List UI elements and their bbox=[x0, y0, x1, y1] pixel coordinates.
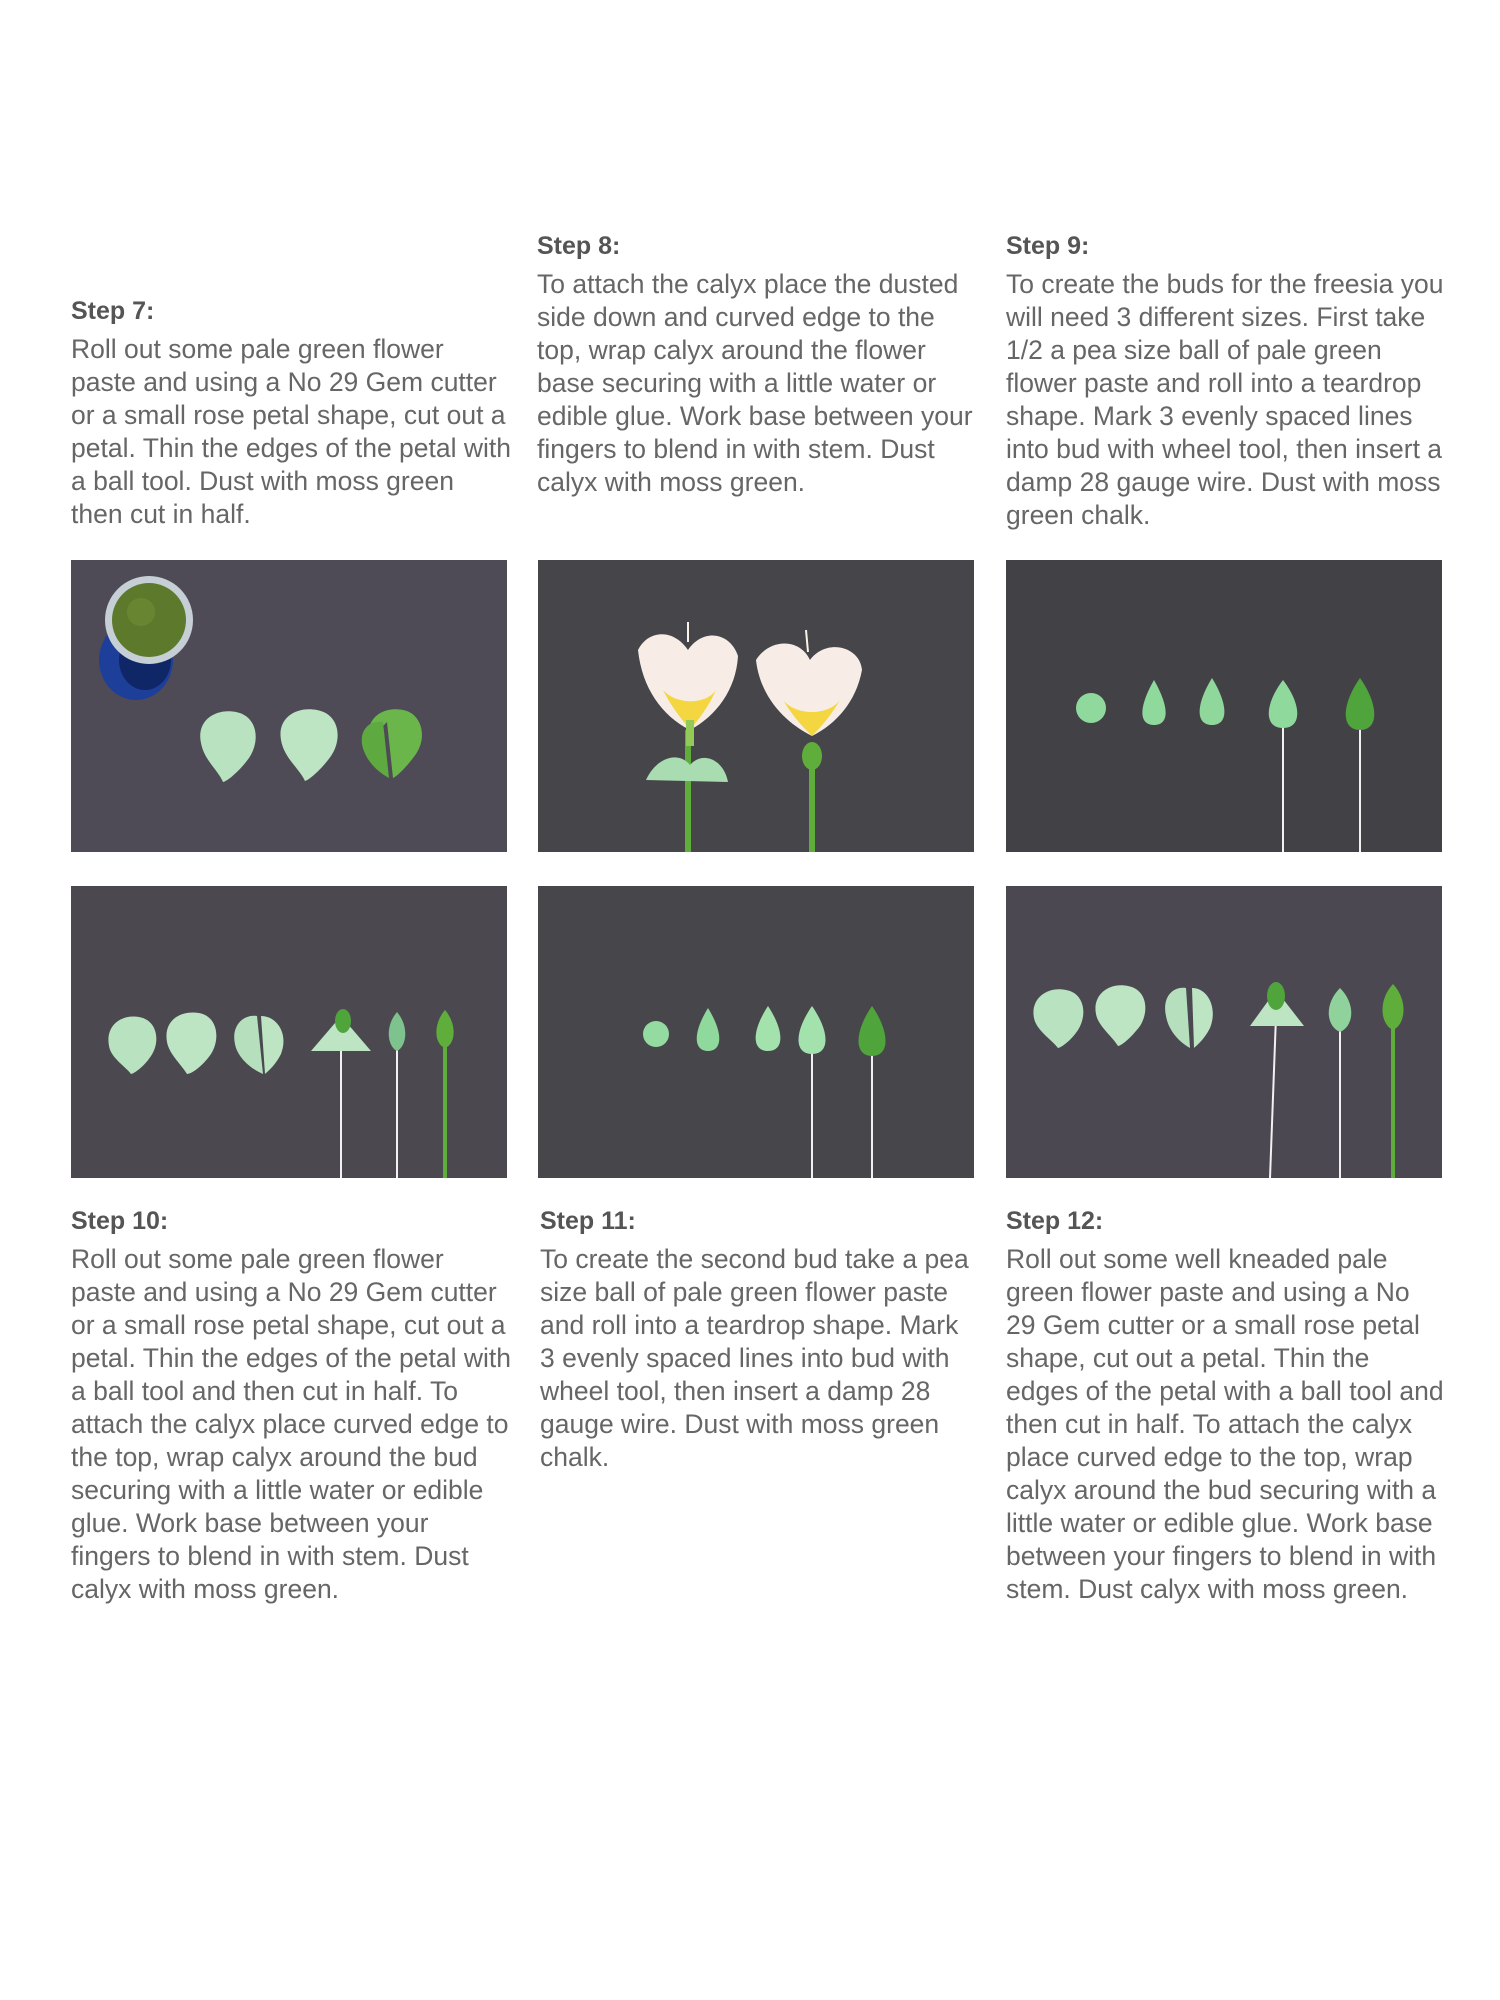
slate-background bbox=[538, 886, 974, 1178]
step-7-photo bbox=[71, 560, 507, 852]
step-7-heading: Step 7: bbox=[71, 297, 155, 325]
step-10 bbox=[71, 1205, 511, 1606]
stem-left bbox=[685, 730, 691, 852]
step-8-text: To attach the calyx place the dusted side down and curved edge to the top, wrap calyx around the flower base securing with a little water or edible glue. Work base between your fingers to blend in with stem. Dust calyx with moss green. bbox=[537, 269, 973, 497]
step-8-photo bbox=[538, 560, 974, 852]
step-10-photo bbox=[71, 886, 507, 1178]
slate-background bbox=[538, 560, 974, 852]
step-10-text: Roll out some pale green flower paste and using a No 29 Gem cutter or a small rose petal shape, cut out a petal. Thin the edges of the petal with a ball tool and then cut in half. To attach the calyx place curved edge to the top, wrap calyx around the bud securing with a little water or edible glue. Work base between your fingers to blend in with stem. Dust calyx with moss green. bbox=[71, 1244, 512, 1604]
step-12-text: Roll out some well kneaded pale green flower paste and using a No 29 Gem cutter or a small rose petal shape, cut out a petal. Thin the edges of the petal with a ball tool and then cut in half. To attach the calyx place curved edge to the top, wrap calyx around the bud securing with a little water or edible glue. Work base between your fingers to blend in with stem. Dust calyx with moss green. bbox=[1006, 1244, 1444, 1604]
slate-background bbox=[1006, 560, 1442, 852]
step-8-photo-illustration bbox=[538, 560, 974, 852]
step-11-photo-illustration bbox=[538, 886, 974, 1178]
bud-ball bbox=[1076, 693, 1106, 723]
moss-dust-highlight bbox=[127, 598, 155, 626]
step-11-text: To create the second bud take a pea size ball of pale green flower paste and roll into a teardrop shape. Mark 3 evenly spaced lines into bud with wheel tool, then insert a damp 28 gauge wire. Dust with moss green chalk. bbox=[540, 1244, 969, 1472]
step-11-heading: Step 11: bbox=[540, 1207, 636, 1235]
step-9 bbox=[1006, 230, 1446, 532]
step-9-text: To create the buds for the freesia you will need 3 different sizes. First take 1/2 a pea size ball of pale green flower paste and roll into a teardrop shape. Mark 3 evenly spaced lines into bud with wheel tool, then insert a damp 28 gauge wire. Dust with moss green chalk. bbox=[1006, 269, 1444, 530]
bud-ball bbox=[643, 1021, 669, 1047]
step-8-heading: Step 8: bbox=[537, 232, 621, 260]
step-7 bbox=[71, 295, 511, 531]
flower-left-tube bbox=[686, 720, 694, 746]
step-8 bbox=[537, 230, 977, 499]
bud-1 bbox=[335, 1009, 351, 1033]
step-9-photo-illustration bbox=[1006, 560, 1442, 852]
step-7-photo-illustration bbox=[71, 560, 507, 852]
step-12 bbox=[1006, 1205, 1446, 1606]
stem-3 bbox=[1391, 1026, 1395, 1178]
step-11-photo bbox=[538, 886, 974, 1178]
step-12-heading: Step 12: bbox=[1006, 1207, 1104, 1235]
step-7-text: Roll out some pale green flower paste and using a No 29 Gem cutter or a small rose petal shape, cut out a petal. Thin the edges of the petal with a ball tool. Dust with moss green then cut in half. bbox=[71, 334, 512, 529]
calyx-right bbox=[802, 742, 822, 770]
step-10-photo-illustration bbox=[71, 886, 507, 1178]
step-12-photo bbox=[1006, 886, 1442, 1178]
bud-1 bbox=[1267, 982, 1285, 1010]
step-9-heading: Step 9: bbox=[1006, 232, 1090, 260]
step-12-photo-illustration bbox=[1006, 886, 1442, 1178]
step-9-photo bbox=[1006, 560, 1442, 852]
step-10-heading: Step 10: bbox=[71, 1207, 169, 1235]
stem-3 bbox=[443, 1046, 447, 1178]
step-11 bbox=[540, 1205, 980, 1474]
